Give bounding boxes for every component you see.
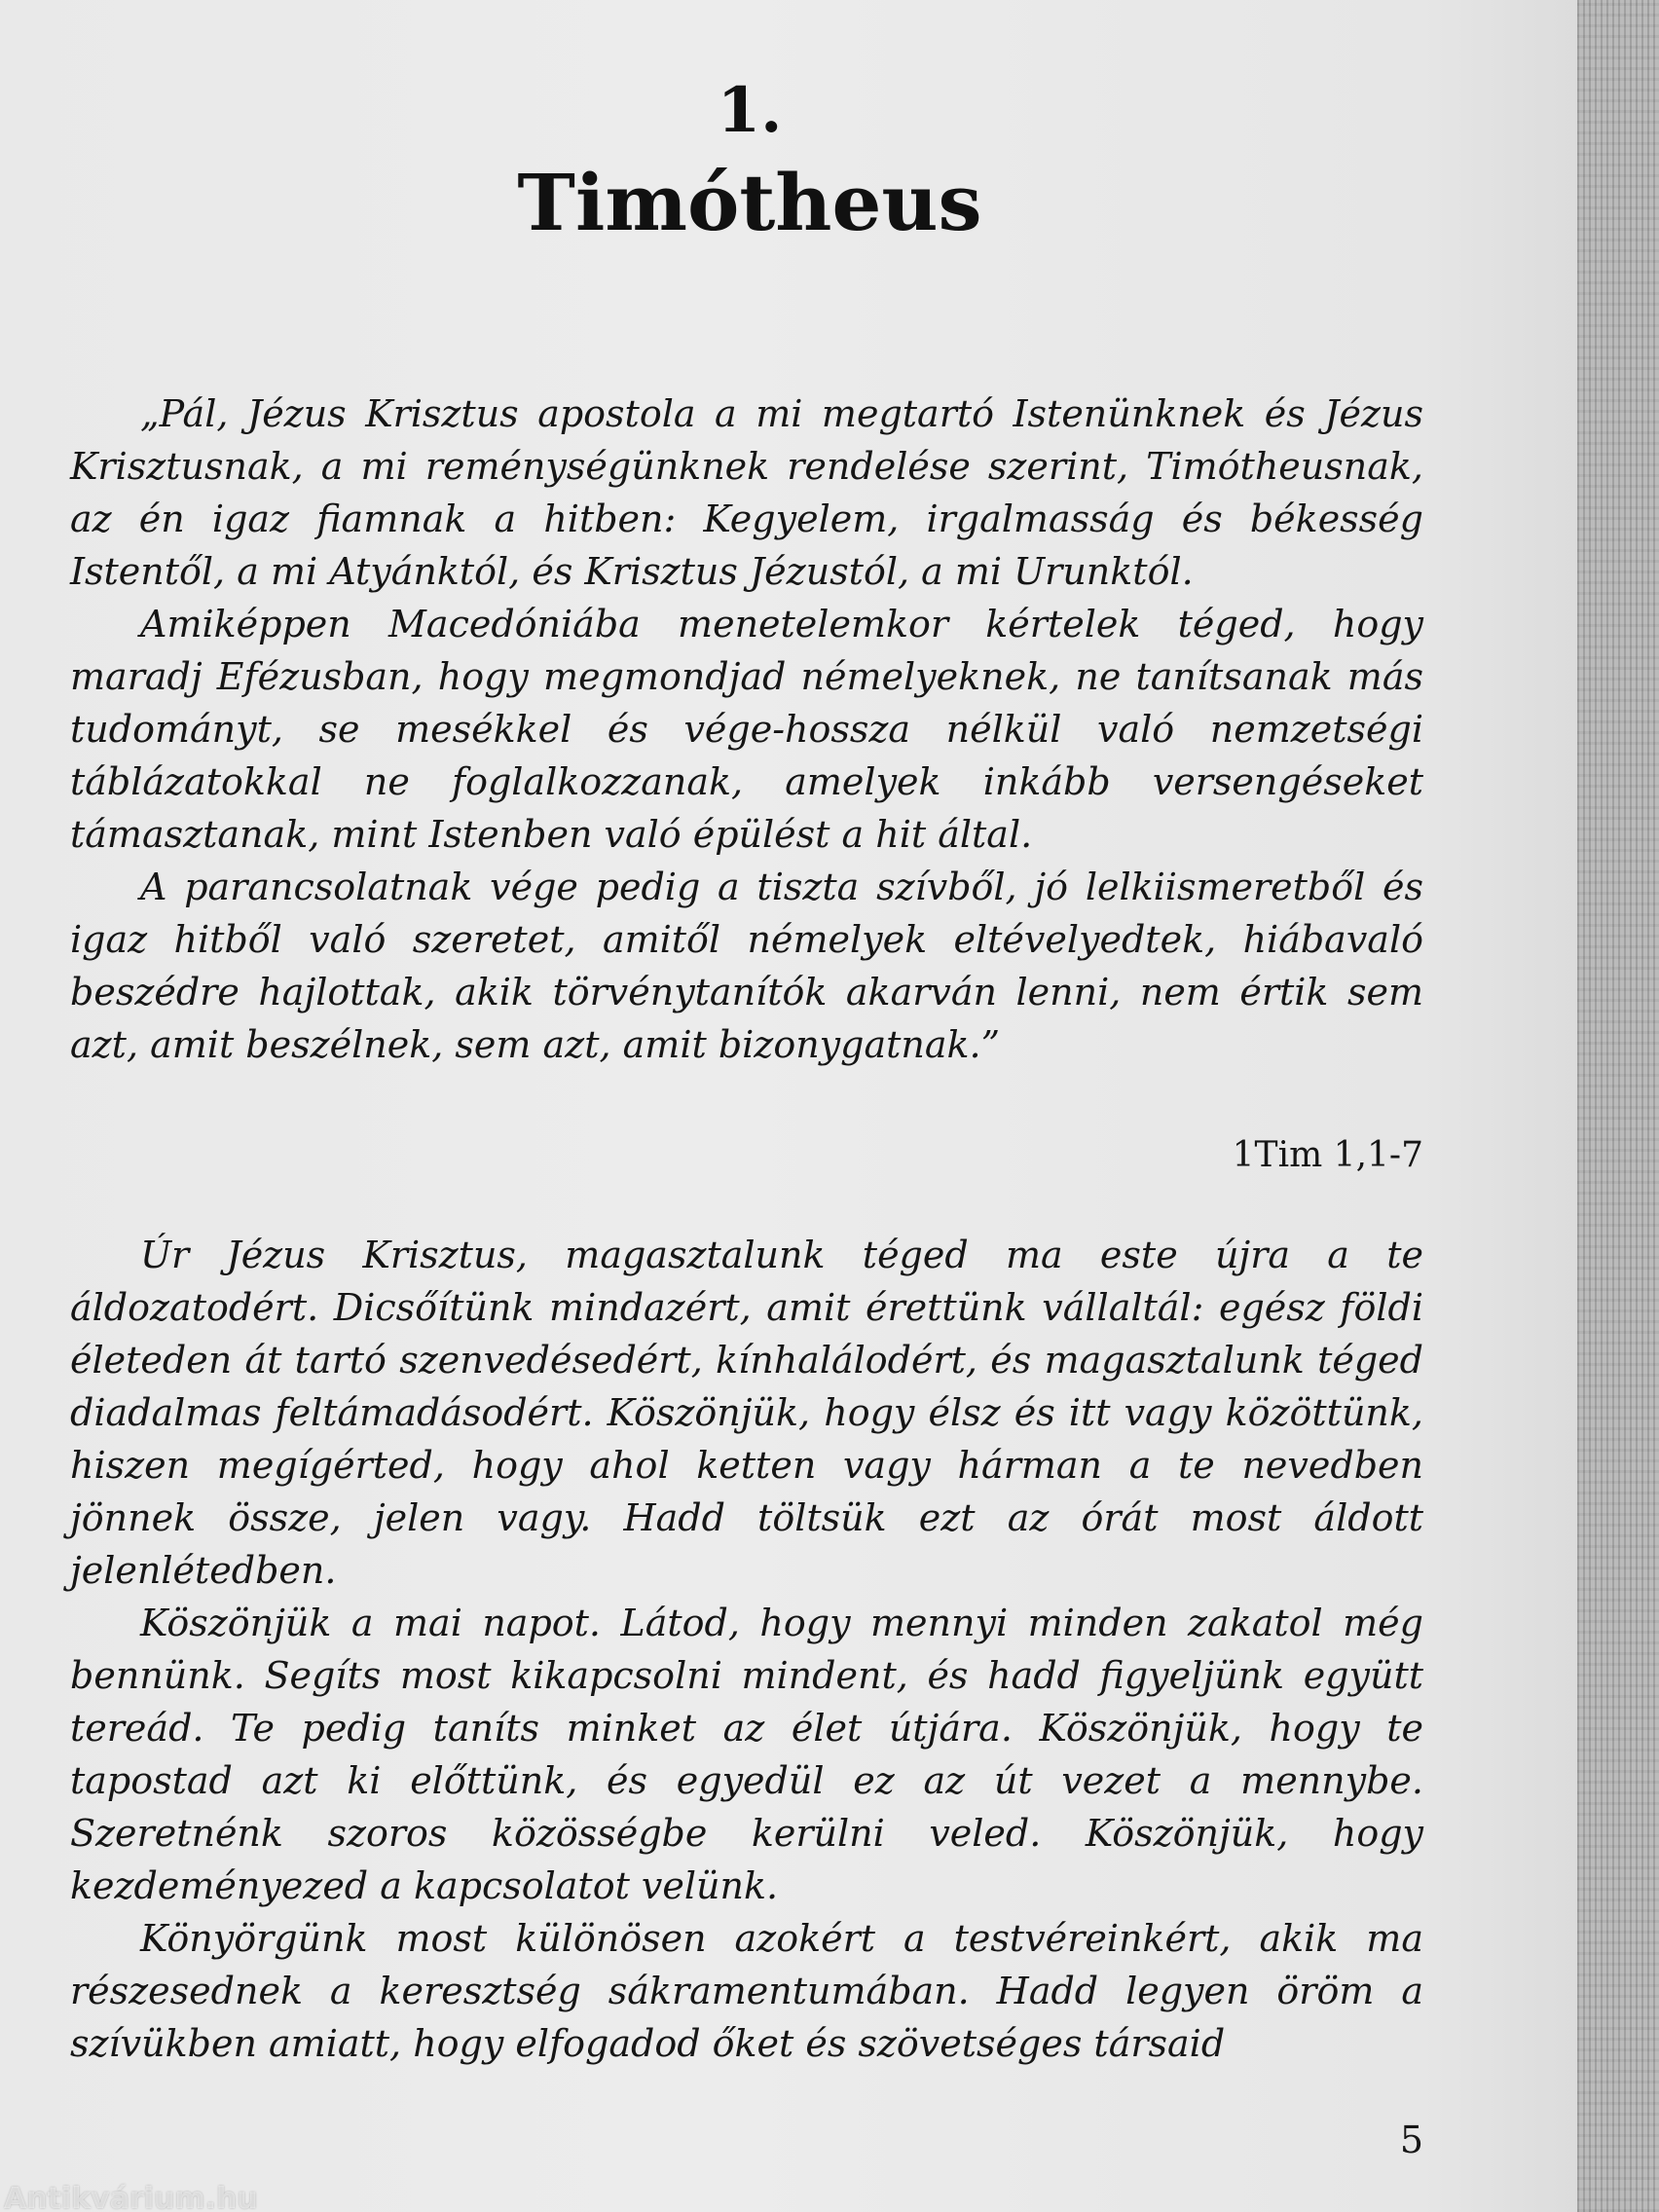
scripture-reference: 1Tim 1,1-7 xyxy=(1232,1135,1423,1175)
chapter-number: 1. xyxy=(717,74,783,147)
prayer-text xyxy=(70,1229,1423,2070)
prayer-paragraph: Könyörgünk most különösen azokért a testvéreinkért, akik ma részesednek a keresztség sákramentumában. Hadd legyen öröm a szívükben amiatt, hogy elfogadod őket és szövetséges társaid xyxy=(70,1917,1423,2065)
chapter-title: Timótheus xyxy=(517,157,982,248)
prayer-paragraph: Úr Jézus Krisztus, magasztalunk téged ma este újra a te áldozatodért. Dicsőítünk mindazért, amit érettünk vállaltál: egész földi életeden át tartó szenvedésedért, kínhalálodért, és magasztalunk téged diadalmas feltámadásodért. Köszönjük, hogy élsz és itt vagy közöttünk, hiszen megígérted, hogy ahol ketten vagy hárman a te nevedben jönnek össze, jelen vagy. Hadd töltsük ezt az órát most áldott jelenlétedben. xyxy=(70,1234,1423,1592)
quote-paragraph: „Pál, Jézus Krisztus apostola a mi megtartó Istenünknek és Jézus Krisztusnak, a mi reménységünknek rendelése szerint, Timótheusnak, az én igaz fiamnak a hitben: Kegyelem, irgalmasság és békesség Istentől, a mi Atyánktól, és Krisztus Jézustól, a mi Urunktól. xyxy=(70,392,1423,593)
watermark: Antikvárium.hu xyxy=(4,2182,258,2212)
quote-paragraph: Amiképpen Macedóniába menetelemkor kértelek téged, hogy maradj Efézusban, hogy megmondjad némelyeknek, ne tanítsanak más tudományt, se mesékkel és vége-hossza nélkül való nemzetségi táblázatokkal ne foglalkozzanak, amelyek inkább versengéseket támasztanak, mint Istenben való épülést a hit által. xyxy=(70,603,1423,856)
prayer-paragraph: Köszönjük a mai napot. Látod, hogy mennyi minden zakatol még bennünk. Segíts most kikapcsolni mindent, és hadd figyeljünk együtt tereád. Te pedig taníts minket az élet útjára. Köszönjük, hogy te tapostad azt ki előttünk, és egyedül ez az út vezet a mennybe. Szeretnénk szoros közösségbe kerülni veled. Köszönjük, hogy kezdeményezed a kapcsolatot velünk. xyxy=(70,1602,1423,1907)
background-surface xyxy=(1577,0,1659,2212)
quote-paragraph: A parancsolatnak vége pedig a tiszta szívből, jó lelkiismeretből és igaz hitből való szeretet, amitől némelyek eltévelyedtek, hiábavaló beszédre hajlottak, akik törvénytanítók akarván lenni, nem értik sem azt, amit beszélnek, sem azt, amit bizonygatnak.” xyxy=(70,866,1423,1066)
page-number: 5 xyxy=(1399,2119,1423,2161)
bible-quote xyxy=(70,387,1423,1071)
